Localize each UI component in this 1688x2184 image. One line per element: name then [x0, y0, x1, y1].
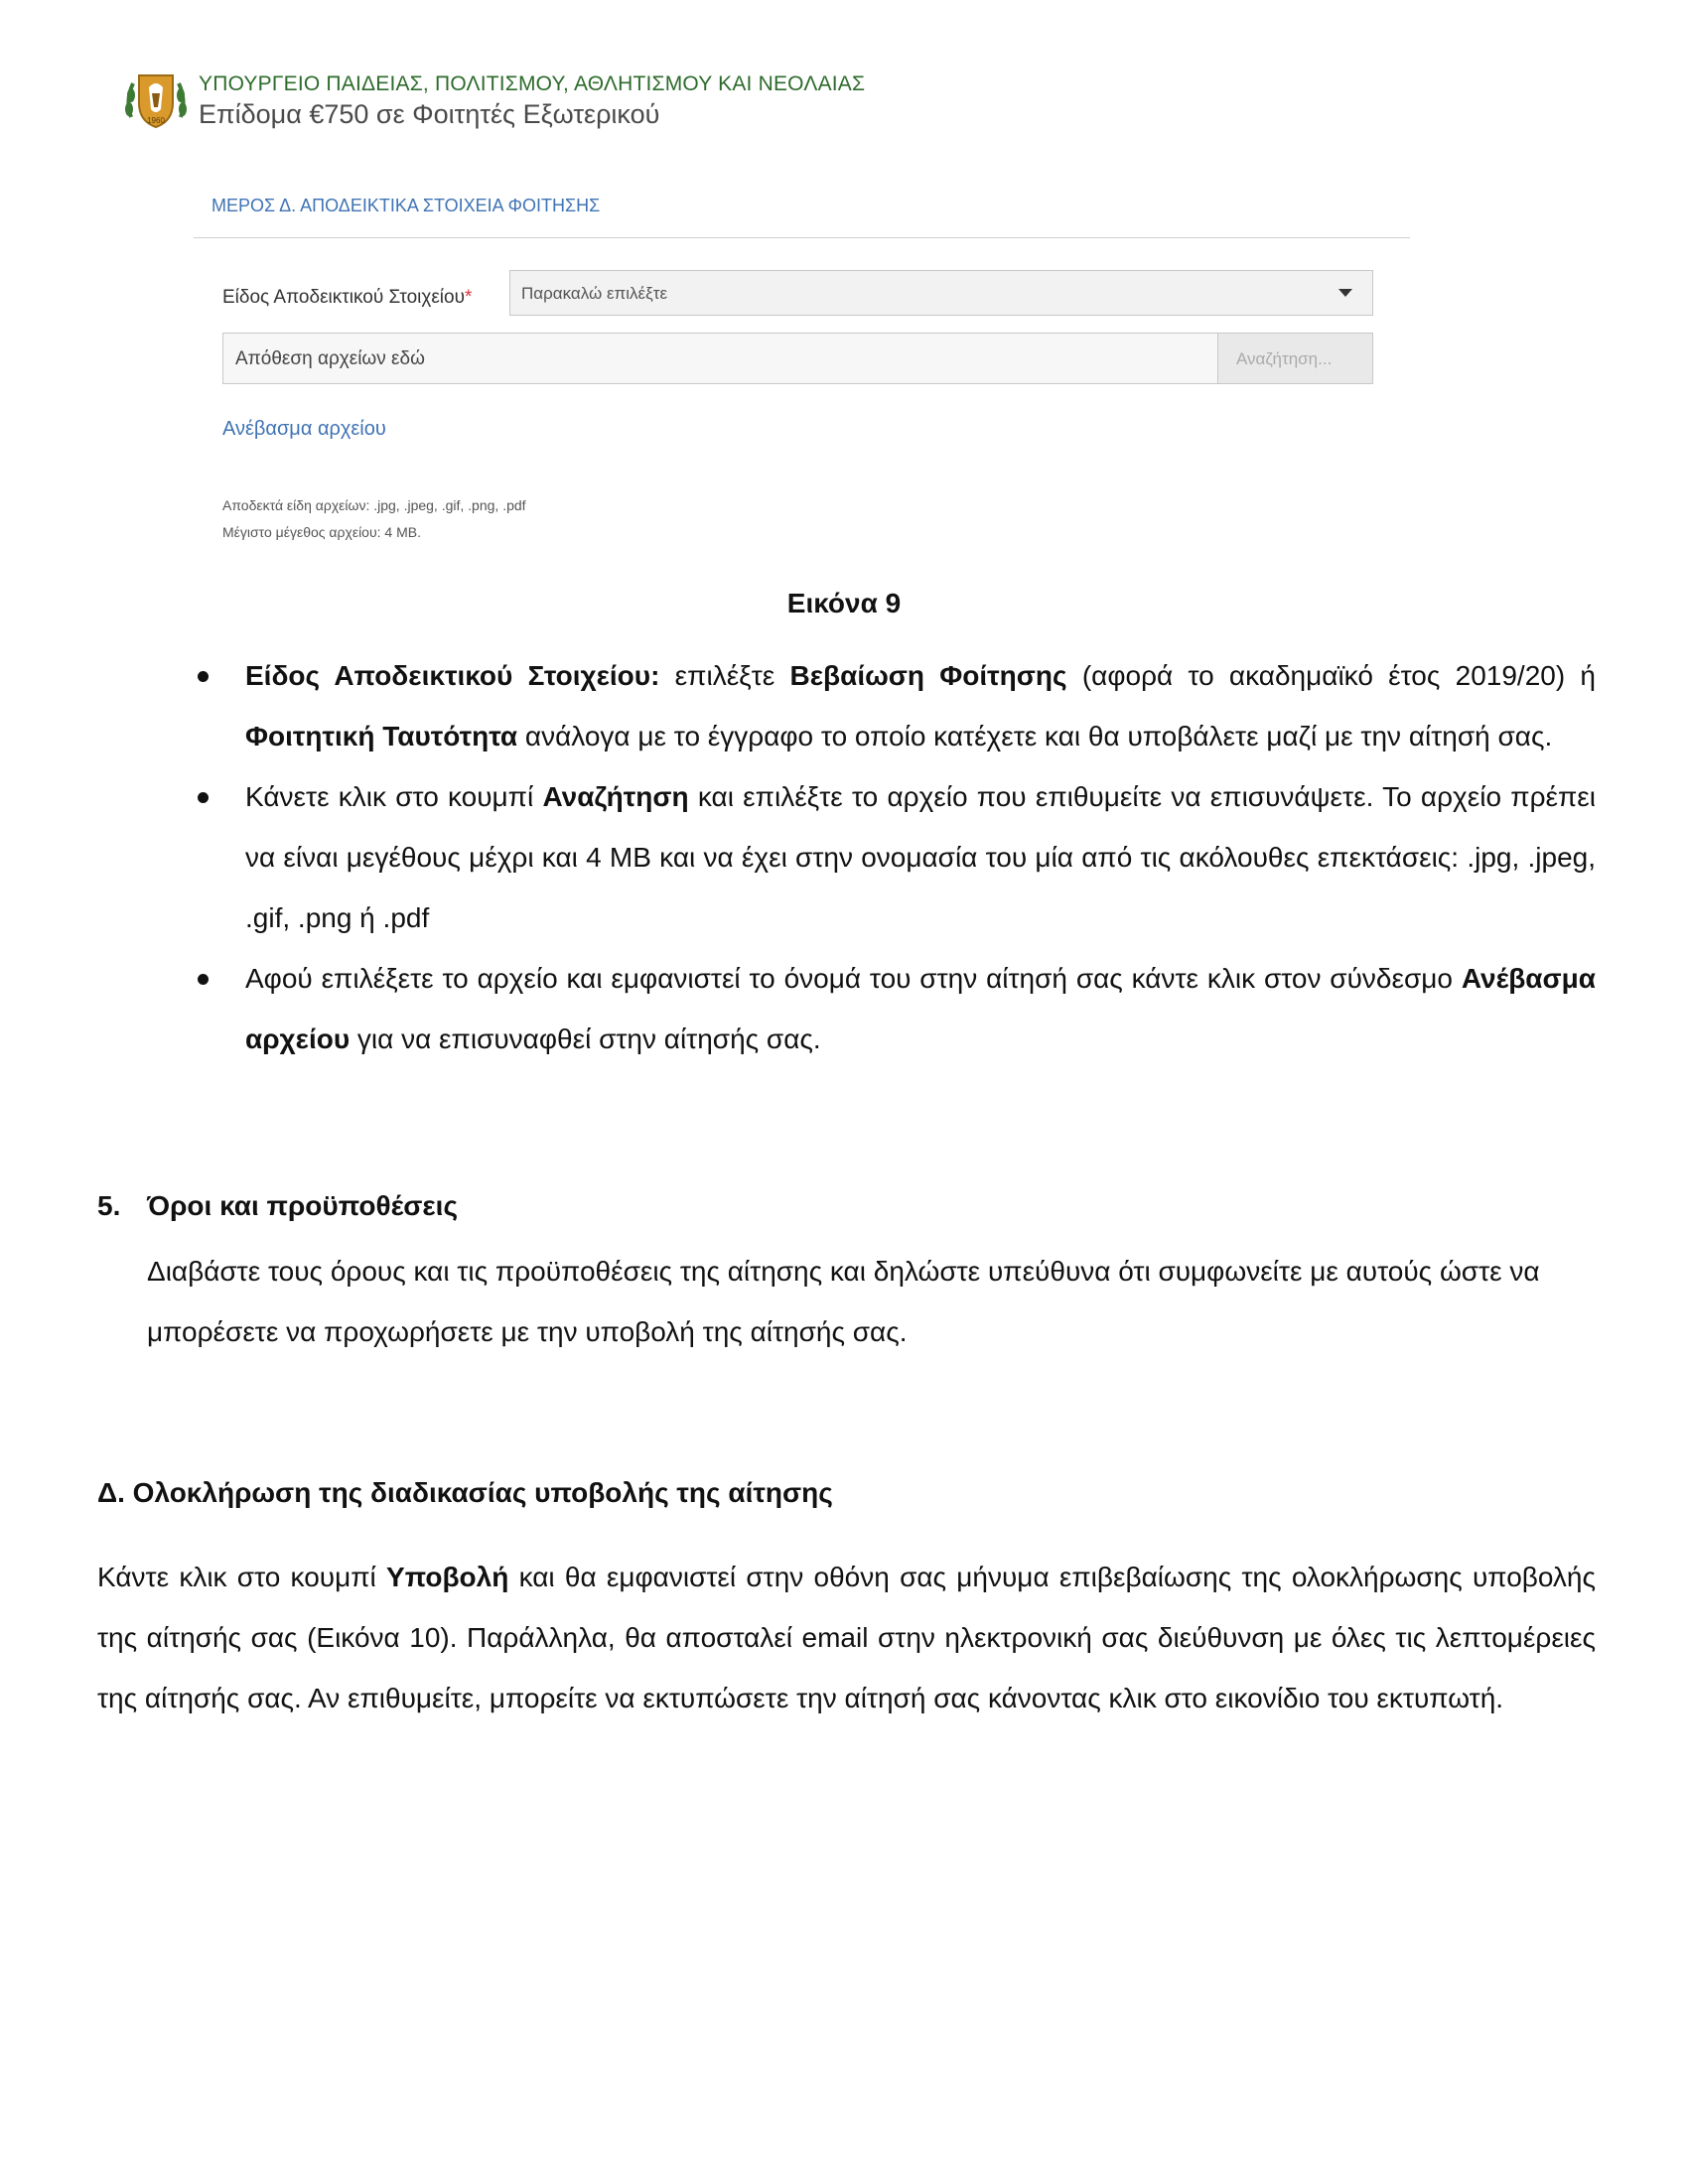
bullet-icon: [198, 974, 209, 985]
drop-zone-placeholder: Απόθεση αρχείων εδώ: [235, 348, 425, 369]
ministry-name: ΥΠΟΥΡΓΕΙΟ ΠΑΙΔΕΙΑΣ, ΠΟΛΙΤΙΣΜΟΥ, ΑΘΛΗΤΙΣΜΟΥ ΚΑΙ ΝΕΟΛΑΙΑΣ: [199, 72, 866, 95]
section-5-text: Διαβάστε τους όρους και τις προϋποθέσεις της αίτησης και δηλώστε υπεύθυνα ότι συμφωνείτε με αυτούς ώστε να μπορέσετε να προχωρήσετε με την υποβολή της αίτησής σας.: [147, 1256, 1540, 1347]
chevron-down-icon: [1338, 289, 1352, 297]
form-section-title: ΜΕΡΟΣ Δ. ΑΠΟΔΕΙΚΤΙΚΑ ΣΤΟΙΧΕΙΑ ΦΟΙΤΗΣΗΣ: [211, 196, 601, 215]
select-value: Παρακαλώ επιλέξτε: [521, 284, 668, 303]
figure-caption: Εικόνα 9: [786, 588, 902, 618]
list-item: Αφού επιλέξετε το αρχείο και εμφανιστεί το όνομά του στην αίτησή σας κάντε κλικ στον σύνδεσμο Ανέβασμα αρχείου για να επισυναφθεί στην αίτησής σας.: [198, 948, 1596, 1069]
bullet-icon: [198, 671, 209, 682]
section-d-heading: Δ. Ολοκλήρωση της διαδικασίας υποβολής της αίτησης: [97, 1477, 833, 1508]
accepted-file-types: Αποδεκτά είδη αρχείων: .jpg, .jpeg, .gif, .png, .pdf: [222, 497, 526, 513]
browse-button-label: Αναζήτηση...: [1236, 349, 1333, 368]
browse-button[interactable]: [1217, 333, 1373, 384]
required-asterisk: *: [465, 287, 473, 308]
form-screenshot: [194, 189, 1410, 556]
section-d-text: Κάντε κλικ στο κουμπί Υποβολή και θα εμφανιστεί στην οθόνη σας μήνυμα επιβεβαίωσης της ολοκλήρωσης υποβολής της αίτησής σας (Εικόνα 10). Παράλληλα, θα αποσταλεί email στην ηλεκτρονική σας διεύθυνση με όλες τις λεπτομέρειες της αίτησής σας. Αν επιθυμείτε, μπορείτε να εκτυπώσετε την αίτησή σας κάνοντας κλικ στο εικονίδιο του εκτυπωτή.: [97, 1562, 1596, 1713]
section-5-heading: 5. Όροι και προϋποθέσεις: [97, 1190, 459, 1221]
document-subtitle: Επίδομα €750 σε Φοιτητές Εξωτερικού: [199, 99, 660, 129]
instruction-list: [198, 645, 1596, 1069]
bullet-icon: [198, 792, 209, 803]
cyprus-emblem-icon: [121, 66, 191, 135]
evidence-type-label: Είδος Αποδεικτικού Στοιχείου*: [222, 287, 473, 308]
svg-text:1960: 1960: [147, 116, 165, 125]
file-drop-zone[interactable]: [222, 333, 1218, 384]
max-file-size: Μέγιστο μέγεθος αρχείου: 4 MB.: [222, 524, 421, 540]
list-item: Κάνετε κλικ στο κουμπί Αναζήτηση και επιλέξτε το αρχείο που επιθυμείτε να επισυνάψετε. Το αρχείο πρέπει να είναι μεγέθους μέχρι και 4 MB και να έχει στην ονομασία του μία από τις ακόλουθες επεκτάσεις: .jpg, .jpeg, .gif, .png ή .pdf: [198, 766, 1596, 948]
evidence-type-select[interactable]: [509, 270, 1373, 316]
upload-file-link[interactable]: Ανέβασμα αρχείου: [222, 418, 386, 440]
list-item: Είδος Αποδεικτικού Στοιχείου: επιλέξτε Βεβαίωση Φοίτησης (αφορά το ακαδημαϊκό έτος 2019/20) ή Φοιτητική Ταυτότητα ανάλογα με το έγγραφο το οποίο κατέχετε και θα υποβάλετε μαζί με την αίτησή σας.: [198, 645, 1596, 766]
section-divider: [194, 237, 1410, 238]
